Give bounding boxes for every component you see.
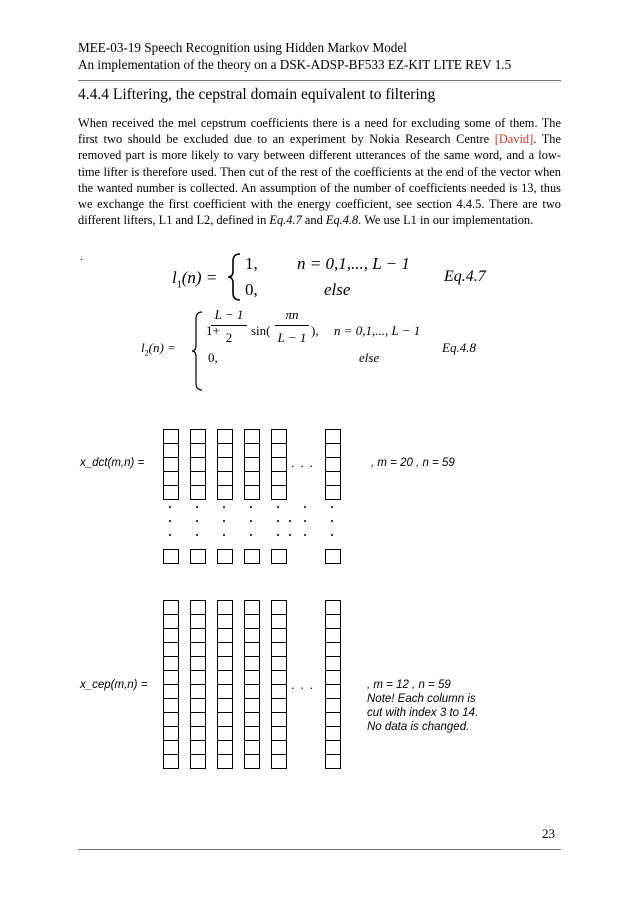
eq2-close-paren: ), [311, 323, 319, 338]
eq2-lhs-sub: 2 [144, 348, 149, 358]
header-rule [78, 80, 561, 81]
matrix-ellipsis-dot [223, 534, 225, 536]
eq2-case2-value: 0, [208, 350, 218, 365]
cep-note-line-3: No data is changed. [367, 721, 470, 733]
matrix-ellipsis-dot [169, 506, 171, 508]
matrix-ellipsis-dot [289, 520, 291, 522]
cep-note-line-2: cut with index 3 to 14. [367, 707, 479, 719]
eq1-case2-value: 0, [245, 280, 258, 299]
matrix-last-row-cell [326, 550, 341, 564]
matrix-ellipsis-dot [196, 520, 198, 522]
cep-matrix-grid [150, 596, 360, 776]
eq2-frac1-bar [211, 325, 247, 326]
matrix-ellipsis-dot [304, 506, 306, 508]
footer-rule [78, 849, 561, 850]
paragraph-text-3: We use L1 in our implementation. [361, 213, 534, 228]
cep-note-line-1: Note! Each column is [367, 693, 476, 705]
eq2-lhs-arg: (n) = [148, 340, 176, 355]
matrix-last-row-cell [245, 550, 260, 564]
matrix-column [245, 430, 260, 500]
matrix-ellipsis-dot [169, 534, 171, 536]
matrix-last-row-cell [272, 550, 287, 564]
matrix-ellipsis-dot [250, 534, 252, 536]
matrix-ellipsis-dot [331, 534, 333, 536]
eq1-brace-icon [226, 252, 242, 302]
dct-ellipsis: . . . [291, 455, 315, 470]
header-title: MEE-03-19 Speech Recognition using Hidden Markov Model [78, 40, 407, 55]
matrix-ellipsis-dot [289, 534, 291, 536]
dct-matrix-grid [150, 425, 360, 575]
cep-ellipsis: . . . [291, 677, 315, 692]
eq1-lhs-arg: (n) = [181, 268, 218, 287]
eq1-lhs-l: l [172, 268, 177, 287]
matrix-ellipsis-dot [250, 520, 252, 522]
eq1-lhs-sub: 1 [176, 279, 182, 291]
eq2-case1-condition: n = 0,1,..., L − 1 [334, 323, 421, 338]
matrix-ellipsis-dot [304, 534, 306, 536]
header-subtitle: An implementation of the theory on a DSK-ADSP-BF533 EZ-KIT LITE REV 1.5 [78, 57, 512, 72]
matrix-ellipsis-dot [277, 520, 279, 522]
paragraph-and: and [301, 213, 326, 228]
citation-link[interactable]: [David] [494, 132, 534, 147]
eq2-brace-icon [190, 310, 204, 392]
eq1-case1-value: 1, [245, 254, 258, 273]
body-paragraph [78, 115, 561, 228]
dct-dimensions: , m = 20 , n = 59 [371, 457, 455, 469]
cep-dimensions: , m = 12 , n = 59 [367, 679, 451, 691]
matrix-ellipsis-dot [196, 506, 198, 508]
cep-label: x_cep(m,n) = [80, 679, 148, 691]
page-number: 23 [542, 826, 555, 841]
matrix-ellipsis-dot [277, 534, 279, 536]
matrix-column [272, 430, 287, 500]
section-title: 4.4.4 Liftering, the cepstral domain equivalent to filtering [78, 86, 436, 103]
stray-dot: . [80, 249, 83, 263]
eq2-one-plus: 1+ [206, 323, 220, 338]
dct-label: x_dct(m,n) = [80, 457, 145, 469]
eq2-label: Eq.4.8 [442, 340, 476, 355]
eq2-frac2-denominator: L − 1 [277, 330, 307, 345]
eq1-case2-condition: else [324, 280, 351, 299]
eq2-case2-condition: else [359, 350, 380, 365]
matrix-column [164, 430, 179, 500]
matrix-ellipsis-dot [169, 520, 171, 522]
eq2-frac2-numerator: πn [285, 307, 299, 322]
eq2-frac2-bar [275, 325, 309, 326]
matrix-ellipsis-dot [223, 506, 225, 508]
paragraph-text-1: When received the mel cepstrum coefficients there is a need for excluding some of them. The first two should be excluded due to an experiment by Nokia Research Centre [78, 116, 561, 147]
eq1-case1-condition: n = 0,1,..., L − 1 [297, 254, 410, 273]
matrix-ellipsis-dot [277, 506, 279, 508]
eq2-lhs-l: l [141, 340, 145, 355]
paragraph-text-2: . The removed part is more likely to vary between different utterances of the same word, and a low-time lifter is therefore used. Then cut of the rest of the coefficients at the end of the vector when the wanted number is collected. An assumption of the number of coefficients needed is 13, thus we exchange the first coefficient with the energy coefficient, see section 4.4.5. There are two different lifters, L1 and L2, defined in [78, 132, 561, 228]
matrix-ellipsis-dot [331, 520, 333, 522]
cep-note [367, 678, 478, 734]
matrix-last-row-cell [164, 550, 179, 564]
eq2-sin: sin( [251, 323, 271, 338]
matrix-ellipsis-dot [250, 506, 252, 508]
eq-reference-4-7: Eq.4.7 [269, 213, 302, 228]
matrix-last-row-cell [218, 550, 233, 564]
matrix-last-row-cell [191, 550, 206, 564]
eq1-label: Eq.4.7 [444, 268, 486, 285]
matrix-ellipsis-dot [223, 520, 225, 522]
matrix-column [326, 430, 341, 500]
eq2-frac1-numerator: L − 1 [214, 307, 244, 322]
matrix-ellipsis-dot [304, 520, 306, 522]
matrix-ellipsis-dot [196, 534, 198, 536]
matrix-column [191, 430, 206, 500]
eq-reference-4-8: Eq.4.8. [325, 213, 362, 228]
matrix-column [218, 430, 233, 500]
matrix-ellipsis-dot [331, 506, 333, 508]
eq2-frac1-denominator: 2 [225, 330, 233, 345]
